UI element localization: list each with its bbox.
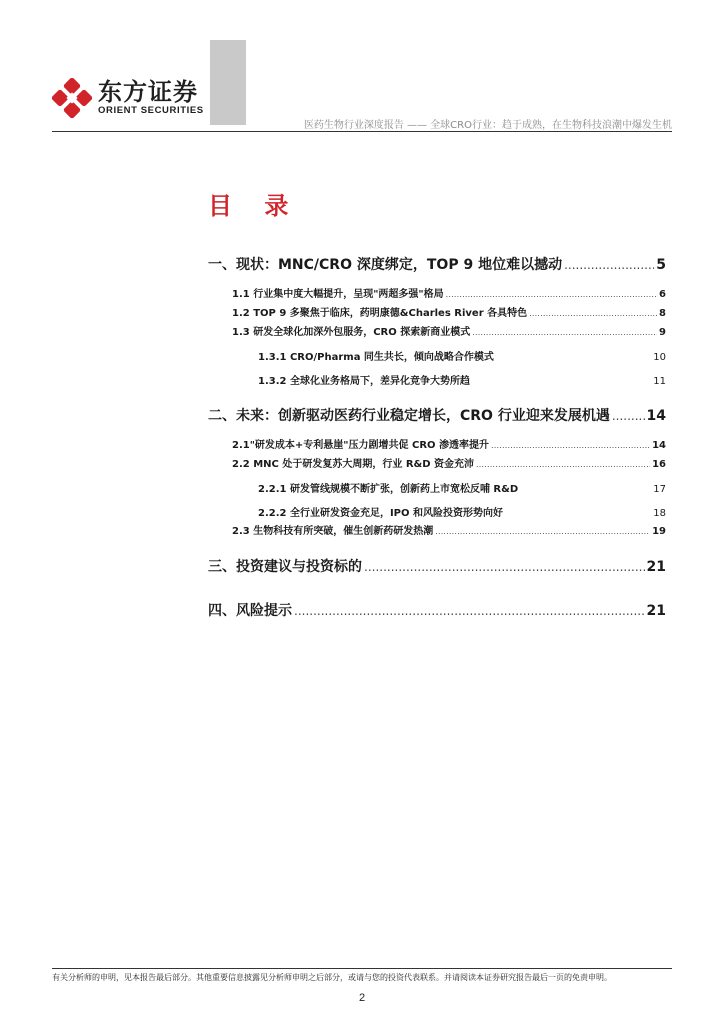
toc-entry-page: 14 <box>652 440 666 451</box>
toc-entry-1-2[interactable] <box>232 304 666 319</box>
toc-entry-2-2[interactable] <box>232 455 666 470</box>
toc-entry-3[interactable] <box>208 556 666 576</box>
toc-entry-label: 1.3.1 CRO/Pharma 同生共长，倾向战略合作模式 <box>258 352 494 363</box>
toc-entry-page: 16 <box>652 459 666 470</box>
toc-entry-2-1[interactable] <box>232 436 666 451</box>
toc-entry-1-3[interactable] <box>232 323 666 338</box>
toc-entry-label: 二、未来：创新驱动医药行业稳定增长，CRO 行业迎来发展机遇 <box>208 408 610 424</box>
page-number: 2 <box>358 992 366 1004</box>
toc-entry-page: 18 <box>653 508 666 519</box>
toc-entry-page: 11 <box>653 376 666 387</box>
toc-entry-page: 6 <box>659 289 666 300</box>
toc-entry-label: 2.2.1 研发管线规模不断扩张，创新药上市宽松反哺 R&D <box>258 484 519 495</box>
toc-entry-page: 21 <box>646 559 666 575</box>
toc-title: 目 录 <box>208 192 301 220</box>
footer-divider <box>52 968 672 969</box>
toc-entry-label: 2.1"研发成本+专利悬崖"压力剧增共促 CRO 渗透率提升 <box>232 440 490 451</box>
toc-entry-page: 14 <box>646 408 666 424</box>
toc-entry-page: 17 <box>653 484 666 495</box>
toc-entry-page: 5 <box>656 257 666 273</box>
toc-entry-1-3-2[interactable] <box>258 372 666 387</box>
toc-entry-label: 1.3 研发全球化加深外包服务，CRO 探索新商业模式 <box>232 327 471 338</box>
toc-entry-2[interactable] <box>208 405 666 425</box>
footer-disclaimer: 有关分析师的申明，见本报告最后部分。其他重要信息披露见分析师申明之后部分，或请与您的投资代表联系。并请阅读本证券研究报告最后一页的免责申明。 <box>52 973 612 982</box>
toc-entry-2-3[interactable] <box>232 522 666 537</box>
orient-securities-logo-icon <box>52 78 92 118</box>
toc-entry-page: 9 <box>659 327 666 338</box>
toc-entry-page: 19 <box>652 526 666 537</box>
toc-entry-page: 8 <box>659 308 666 319</box>
toc-entry-label: 四、风险提示 <box>208 603 292 619</box>
header-gray-block <box>210 40 246 125</box>
toc-entry-page: 21 <box>646 603 666 619</box>
toc-entry-label: 1.2 TOP 9 多聚焦于临床，药明康德&Charles River 各具特色 <box>232 308 528 319</box>
logo-chinese-name: 东方证券 <box>98 78 198 106</box>
toc-entry-2-2-2[interactable] <box>258 504 666 519</box>
toc-entry-label: 1.3.2 全球化业务格局下，差异化竞争大势所趋 <box>258 376 470 387</box>
company-logo <box>52 76 204 120</box>
toc-entry-4[interactable] <box>208 600 666 620</box>
header-divider <box>52 131 672 132</box>
logo-english-name: ORIENT SECURITIES <box>98 105 204 116</box>
toc-entry-label: 1.1 行业集中度大幅提升，呈现"两超多强"格局 <box>232 289 444 300</box>
toc-entry-2-2-1[interactable] <box>258 480 666 495</box>
toc-entry-label: 2.2 MNC 处于研发复苏大周期，行业 R&D 资金充沛 <box>232 459 475 470</box>
toc-entry-label: 2.3 生物科技有所突破，催生创新药研发热潮 <box>232 526 434 537</box>
toc-entry-label: 2.2.2 全行业研发资金充足，IPO 和风险投资形势向好 <box>258 508 503 519</box>
report-header-title: 医药生物行业深度报告 —— 全球CRO行业：趋于成熟，在生物科技浪潮中爆发生机 <box>303 120 672 131</box>
toc-entry-label: 三、投资建议与投资标的 <box>208 559 362 575</box>
toc-entry-page: 10 <box>653 352 666 363</box>
toc-entry-label: 一、现状：MNC/CRO 深度绑定，TOP 9 地位难以撼动 <box>208 257 563 273</box>
toc-entry-1[interactable] <box>208 254 666 274</box>
toc-entry-1-1[interactable] <box>232 285 666 300</box>
toc-entry-1-3-1[interactable] <box>258 348 666 363</box>
